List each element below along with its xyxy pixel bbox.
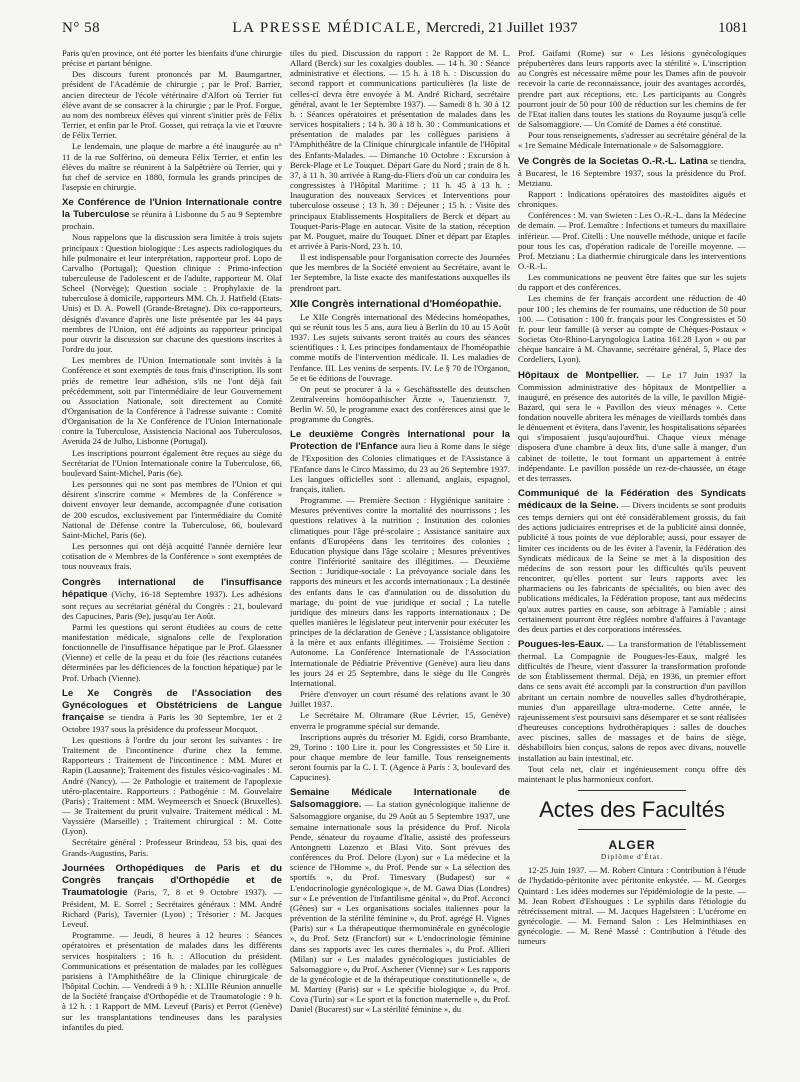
column-left [62,48,282,1076]
diploma-type: Diplôme d'État. [600,852,664,862]
news-item [290,298,510,310]
paragraph: Le lendemain, une plaque de marbre a été inaugurée au n° 11 de la rue Solférino, où demeura Félix Terrier, et enfin les élèves du maître se réunirent à la Salpêtrière où Terrier, qui y fut chef de service en 1880, formula les grands principes de l'asepsie en chirurgie. [62,141,282,193]
news-body: aura lieu à Rome dans le siège de l'Exposition des Colonies climatiques et de l'Assistance à l'Enfance dans le Circo Massimo, du 23 au 26 Septembre 1937. Les langues officielles sont : allemand, anglais, espagnol, français, italien. [290,441,510,494]
paragraph: Prière d'envoyer un court résumé des relations avant le 30 Juillet 1937. [290,689,510,710]
news-heading: Xe Conférence de l'Union Internationale contre la Tuberculose [62,197,282,221]
news-body: se réunira à Lisbonne du 5 au 9 Septembre prochain. [62,209,282,232]
news-heading: Semaine Médicale Internationale de Salsomaggiore. [290,787,510,811]
issue-date: Mercredi, 21 Juillet 1937 [425,20,578,36]
page-number: 1081 [718,20,748,36]
column-middle [290,48,510,1076]
paragraph: Le Secrétaire M. Oltramare (Rue Lévrier, 15, Genève) enverra le programme spécial sur demande. [290,710,510,731]
news-item [518,639,746,763]
news-item [62,863,282,929]
page-header [62,14,748,42]
paragraph: Les inscriptions pourront également être reçues au siège du Secrétariat de l'Union Internationale contre la Tuberculose, 66, boulevard Saint-Michel, Paris (6e). [62,447,282,478]
news-body: — Le 17 Juin 1937 la Commission administrative des hôpitaux de Montpellier a inauguré, en présence des autorités de la ville, le pavillon Migié-Bazard, qui sera le « Pavillon des vieux ménages ». Cette fondation nouvelle abritera les ménages de vieillards tombés dans le dénuement et évitera, dans l'avenir, les hospitalisations séparées qui s'imposaient jusqu'aujourd'hui. Chaque vieux ménage disposera d'une chambre à deux lits, d'une salle à manger, d'un cabinet de toilette, le tout formant un appartement à entrée indépendante. Le pavillon possède un rez-de-chaussée, un étage et des terrasses. [518,369,746,483]
paragraph: Parmi les questions qui seront étudiées au cours de cette manifestation médicale, signalons celle de l'exploration fonctionnelle de l'insuffisance hépatique par le Prof. Glaessner (Vienne) et celle de la peau et du foie (les réactions cutanées déterminées par les déficiences de la fonction hépatique) par le Prof. Urbach (Vienne). [62,621,282,683]
section-divider [578,829,686,830]
faculty-city: ALGER [608,838,656,852]
paragraph: Programme. — Jeudi, 8 heures à 12 heures : Séances opératoires et présentation de malades dans les différents services hospitaliers ; 16 h. : Allocution du président. Communications et présentation de malades par les collègues parisiens à l'Amphithéâtre de la Clinique chirurgicale de l'hôpital Cochin. — Vendredi à 9 h. : XLIIIe Réunion annuelle de la Société française d'Orthopédie et de Traumatologie : 9 h. à 12 h. : 1 Rapport de MM. Leveuf (Paris) et Perrot (Genève) sur les transplantations tendineuses dans les paralysies infantiles du pied. [62,930,282,1032]
paragraph: Les membres de l'Union Internationale sont invités à la Conférence et sont exemptés de tous frais d'inscription. Ils sont priés de remettre leur adhésion, s'ils ne l'ont déjà fait précédemment, soit par l'intermédiaire de leur Gouvernement ou Association Nationale, soit directement au Comité d'Organisation de la Conférence à l'adresse suivante : Comité d'Organisation de la Xe Conférence de l'Union Internationale contre la Tuberculose, Assistencia Nacional aos Tuberculosos, Avenida 24 de Julho, Lisbonne (Portugal). [62,355,282,447]
news-body: — La transformation de l'établissement thermal. La Compagnie de Pougues-les-Eaux, malgré les difficultés de l'heure, vient d'assurer la transformation profonde de son Établissement thermal. Déjà, en 1936, un premier effort dans ce sens avait été accompli par la construction d'un pavillon abritant un certain nombre de nouvelles salles d'hydrothérapie, munies d'un appareillage ultra-moderne. Cette année, le rajeunissement s'est poursuivi sans désemparer et se sont réalisées d'heureuses conceptions hydrothérapiques : salles de douches avec piscines, salles de massages et de bains de siège, déshabilloirs bien conçus, salons de repos avec divans, nouvelle installation au bain intestinal, etc. [518,638,746,763]
paragraph: Les questions à l'ordre du jour seront les suivantes : Ire Traitement de l'incontinence d'urine chez la femme. Rapporteurs : Traitement de l'incontinence : MM. Muret et Rapin (Lausanne); Traitement des fistules vésico-vaginales : M. André (Nancy). — 2e Pathologie et traitement de l'apoplexie utéro-placentaire. Rapporteurs : Pathogénie : M. Gouvelaire (Paris) ; Traitement : MM. Weymeersch et Snoeck (Bruxelles). — 3e Traitement du prurit vulvaire. Traitement médical : M. Vayssière (Marseille) ; Traitement chirurgical : M. Cotte (Lyon). [62,734,282,837]
paragraph: Les communications ne peuvent être faites que sur les sujets du rapport et des conférences. [518,272,746,293]
paragraph: Prof. Gaifami (Rome) sur « Les lésions gynécologiques prépubertères dans leurs rapports avec la stérilité ». L'inscription au Congrès est nécessaire même pour les Dames afin de pouvoir recevoir la carte de reconnaissance, jouir des avantages accordés, prendre part aux réceptions, etc. Les participants au Congrès pourront jouir de 50 pour 100 de réduction sur les chemins de fer de l'Etat italien dans toutes les stations du Royaume jusqu'à celle de Salsomaggiore. — Un Comité de Dames a été constitué. [518,48,746,130]
publication-name: LA PRESSE MÉDICALE, [232,20,423,36]
news-body: (Paris, 7, 8 et 9 Octobre 1937). — Président, M. E. Sorrel ; Secrétaires généraux : MM. André Richard (Paris), Tavernier (Lyon) ; Trésorier : M. Jacques Leveuf. [62,886,282,930]
news-item [518,156,746,188]
paragraph: Le XIIe Congrès international des Médecins homéopathes, qui se réunit tous les 5 ans, aura lieu à Berlin du 10 au 15 Août 1937. Les sujets suivants seront traités au cours des séances scientifiques : I. Les principes fondamentaux de l'homéopathie comme motifs de l'intervention médicale. II. Les maladies de l'enfance. III. Les venins de serpents. IV. Le § 70 de l'Organon, 5e et 6e éditions de l'ouvrage. [290,311,510,383]
news-body: — Divers incidents se sont produits ces temps derniers qui ont été considérablement grossis, du fait des actions judiciaires entreprises et de la publicité ainsi donnée, publicité à tous points de vue déplorable; aussi, pour essayer de limiter ces incidents ou de les éviter à l'avenir, la Fédération des Syndicats médicaux de la Seine se met à la disposition des médecins de son ressort pour les difficultés qu'ils peuvent rencontrer, qu'elles portent sur leurs rapports avec les pharmaciens ou les fabricants de spécialités, ou bien avec des publications médicales, la Fédération propose, tant aux médecins qu'aux autres parties en cause, son arbitrage à l'amiable ; ainsi certainement pourront être réglées nombre d'affaires à l'avantage des deux parties et des corporations intéressées. [518,500,746,634]
paragraph: Il est indispensable pour l'organisation correcte des Journées que les membres de la Société envoient au Secrétaire, avant le 1er Septembre, la liste exacte des manifestations auxquelles ils prendront part. [290,252,510,293]
paragraph: Pour tous renseignements, s'adresser au secrétaire général de la « 1re Semaine Médicale Internationale » de Salsomaggiore. [518,130,746,151]
news-heading: Communiqué de la Fédération des Syndicats médicaux de la Seine. [518,488,746,512]
news-item [62,197,282,231]
paragraph: Programme. — Première Section : Hygiénique sanitaire : Mesures préventives contre la mortalité des nourrissons ; les questions relatives à la nutrition ; Institution des colonies climatiques pour l'âge pré-scolaire ; Assistance sanitaire aux enfants d'Européens dans les territoires des colonies ; Education physique dans l'âge scolaire ; Mesures préventives contre l'infériorité sanitaire des illégitimes. — Deuxième Section : Juridique-sociale : La prévoyance sociale dans les rapports des mineurs et les accords internationaux ; La destinée des enfants dans le cas d'annulation ou de dissolution du mariage, du point de vue juridique et social ; La tutelle juridique des mineurs dans les rapports internationaux ; De quelles manières le législateur peut intervenir pour exécuter les principes de la déclaration de Genève ; L'assistance obligatoire à la mère et aux enfants illégitimes. — Troisième Section : Autonome. La Conférence Internationale de l'Association Internationale de Pédiatrie Préventive (Genève) aura lieu dans les jours 24 et 25 Septembre, dans le siège du IIe Congrès International. [290,495,510,688]
issue-number: N° 58 [62,20,101,36]
paragraph: Les personnes qui ne sont pas membres de l'Union et qui désirent s'inscrire comme « Membres de la Conférence » doivent envoyer leur demande, accompagnée d'une cotisation de 200 escudos, exclusivement par l'intermédiaire du Comité National de Défense contre la Tuberculose, 66, boulevard Saint-Michel, Paris (6e). [62,479,282,540]
news-heading: Le deuxième Congrès International pour la Protection de l'Enfance [290,429,510,453]
paragraph: Tout cela net, clair et ingénieusement conçu offre dès maintenant le plus harmonieux confort. [518,763,746,784]
news-item [290,787,510,1014]
news-body: se tiendra, à Bucarest, le 16 Septembre 1937, sous la présidence du Prof. Metzianu. [518,155,746,188]
news-heading: Pougues-les-Eaux. [518,638,604,650]
column-right [518,48,746,1076]
paragraph: On peut se procurer à la « Geschäftsstelle des deutschen Zentralvereins homöopathischer Ärzte », Tauenzienstr. 7, Berlin W. 50, le programme exact des conférences ainsi que le programme du Congrès. [290,383,510,425]
paragraph: tiles du pied. Discussion du rapport : 2e Rapport de M. L. Allard (Berck) sur les coxalgies doubles. — 14 h. 30 : Séance administrative et élections. — 15 h. à 18 h. : Discussion du second rapport et communications particulières (la liste de celles-ci devra être envoyée à M. André Richard, secrétaire général, avant le 1er Septembre 1937). — Samedi 8 h. 30 à 12 h. : Séances opératoires et présentation de malades dans les services hospitaliers ; 14 h. 30 à 18 h. 30 : Communications et présentation de malades par les collègues parisiens à l'Amphithéâtre de la Clinique chirurgicale infantile de l'Hôpital des Enfants-Malades. — Dimanche 10 Octobre : Excursion à Berck-Plage et Le Touquet. Départ Gare du Nord ; train de 8 h. 37, à 11 h. 30 arrivée à Rang-du-Fliers d'où un car conduira les congressistes à l'Hôpital Maritime ; 11 h. 45 à 13 h. : Inauguration des nouveaux Services et Interventions pour tuberculose osseuse ; 13 h. 30 : Déjeuner ; 15 h. : Visite des principaux Etablissements Hospitaliers de Berck et départ au Touquet-Paris-Plage en autocar. Visite de la station, réception par M. Pouguet, maire du Touquet. Dîner et départ par Etaples et arrivée à Paris-Nord, 23 h. 10. [290,48,510,251]
paragraph: Les chemins de fer français accordent une réduction de 40 pour 100 ; les chemins de fer roumains, une réduction de 50 pour 100. — Cotisation : 100 fr. français pour les Congressistes et 50 fr. pour leur famille (à verser au compte de Chèques-Postaux « Societas Oto-Rhino-Laryngologica Latina 161.28 Lyon » ou par chèque bancaire à M. Chavanne, secrétaire général, 5, Place des Cordeliers, Lyon). [518,293,746,365]
paragraph: Paris qu'en province, ont été porter les bienfaits d'une chirurgie précise et partant bénigne. [62,48,282,69]
paragraph: Inscriptions auprès du trésorier M. Egidi, corso Brambante, 29, Torino : 100 Lire it. pour les Congressistes et 50 Lire it. pour chaque membre de leur famille. Tous renseignements seront fournis par la C. I. T. (Agence à Paris : 3, boulevard des Capucines). [290,731,510,783]
news-item [518,370,746,484]
paragraph: Les personnes qui ont déjà acquitté l'année dernière leur cotisation de « Membres de la Conférence » sont exemptées de tous nouveaux frais. [62,541,282,572]
running-title [62,20,748,37]
section-divider [578,790,686,791]
news-heading: XIIe Congrès international d'Homéopathie. [290,297,502,310]
news-heading: Congrès international de l'insuffisance hépatique [62,576,282,600]
news-item [62,688,282,734]
paragraph: Nous rappelons que la discussion sera limitée à trois sujets principaux : Question biologique : Les aspects radiologiques du hile pulmonaire et leur interprétation, rapporteur prof. Lopo de Carvalho (Portugal); Question clinique : Primo-infection tuberculeuse de l'adolescent et de l'adulte, rapporteur M. Olaf Scheel (Norvège); Question sociale : Prophylaxie de la tuberculose à domicile, rapporteurs MM. Ch. J. Hatfield (Etats-Unis) et D. A. Powell (Grande-Bretagne). Dix co-rapporteurs, désignés d'avance d'après une liste présentée par les 44 pays membres de l'Union, ont été adjoints au rapporteur principal pour ouvrir la discussion sur chacune des questions inscrites à l'ordre du jour. [62,232,282,355]
news-heading: Journées Orthopédiques de Paris et du Congrès français d'Orthopédie et de Traumatologie [62,862,282,898]
news-body: se tiendra à Paris les 30 Septembre, 1er et 2 Octobre 1937 sous la présidence du professeur Mocquot. [62,711,282,734]
column-right-news [518,48,746,784]
news-body: — La station gynécologique italienne de Salsomaggiore organise, du 29 Août au 5 Septembre 1937, une semaine internationale sous la présidence du Prof. Nicola Pende, sénateur du royaume d'Italie, assisté des professeurs Antongnetti Lozenzo et Blasi Vito. Sont prévues des conférences du Prof. Delore (Lyon) sur « La médecine et la science de l'Homme », du Prof. Pende sur « La sélection des sportifs », du Prof. Timesvary (Budapest) sur « L'endocrinologie gynécologique », de M. Gawa Dias (Londres) sur « Le prévention de l'infantilisme génital », du Prof. Acconci (Gênes) sur « Les organisations sociales italiennes pour la prévention de la stérilité féminine », du Prof. agrégé H. Vignes (Paris) sur « La thérapeutique thermominérale en gynécologie », du Prof. Setz (Francfort) sur « L'endocrinologie féminine dans ses rapports avec les cures thermales », du Prof. Allieri (Milan) sur « Les malades gynécologiques justiciables de Salsomaggiore », du Prof. Aschener (Vienne) sur « Les rapports de la gynécologie et de la thérapeutique constitutionnelle », de M. Martiny (Paris) sur « Le spécifie biologique », du Prof. Cova (Turin) sur « Le sport et la fonction maternelle », du Prof. Daniel (Bucarest) sur « La stérilité féminine », du [290,799,510,1015]
news-body: (Vichy, 16-18 Septembre 1937). Les adhésions sont reçues au secrétariat général du Congrès : 21, boulevard des Capucines, Paris (9e), jusqu'au 1er Août. [62,588,282,621]
paragraph: Des discours furent prononcés par M. Baumgartner, président de l'Académie de chirurgie ; par le Prof. Barrier, ancien directeur de l'école vétérinaire d'Alfort où Terrier fut élève avant de se consacrer à la chirurgie ; par le Prof. Forgue, au nom des nombreux élèves qui vinrent s'initier près de Félix Terrier, et enfin par le Prof. Gosset, qui retraça la vie et l'œuvre de Félix Terrier. [62,69,282,141]
news-item [62,577,282,621]
news-item [290,429,510,494]
news-heading: Ve Congrès de la Societas O.-R.-L. Latina [518,155,708,167]
section-title-actes: Actes des Facultés [539,797,725,822]
paragraph: Secrétaire général : Professeur Brindeau, 53 bis, quai des Grands-Augustins, Paris. [62,837,282,858]
theses-list: 12-25 Juin 1937. — M. Robert Cintura : Contribution à l'étude de l'hydatido-péritonite avec péritonite enkystée. — M. Georges Quintard : Les idées modernes sur l'épidémiologie de la peste. — M. Jean Robert d'Eshougues : Le syphilis dans l'étiologie du rétrécissement mitral. — M. Jacques Hagelsteen : L'ucérome en gynécologie. — M. Fernand Salon : Les Helminthiases en gynécologie. — M. René Massé : Contribution à l'étude des tumeurs [518,865,746,947]
paragraph: Rapport : Indications opératoires des mastoïdites aiguës et chroniques. [518,188,746,210]
news-heading: Le Xe Congrès de l'Association des Gynécologues et Obstétriciens de Langue française [62,687,282,723]
news-item [518,488,746,634]
paragraph: Conférences : M. van Swieten : Les O.-R.-L. dans la Médecine de demain. — Prof. Lemaître : Infections et tumeurs du maxillaire inférieur. — Prof. Citelli : Une nouvelle méthode, unique et facile pour tous les cas, d'opération radicale de l'oreille moyenne. — Prof. Metzianu : La diathermie chirurgicale dans les interventions O.-R.-L. [518,210,746,271]
news-heading: Hôpitaux de Montpellier. [518,369,639,381]
